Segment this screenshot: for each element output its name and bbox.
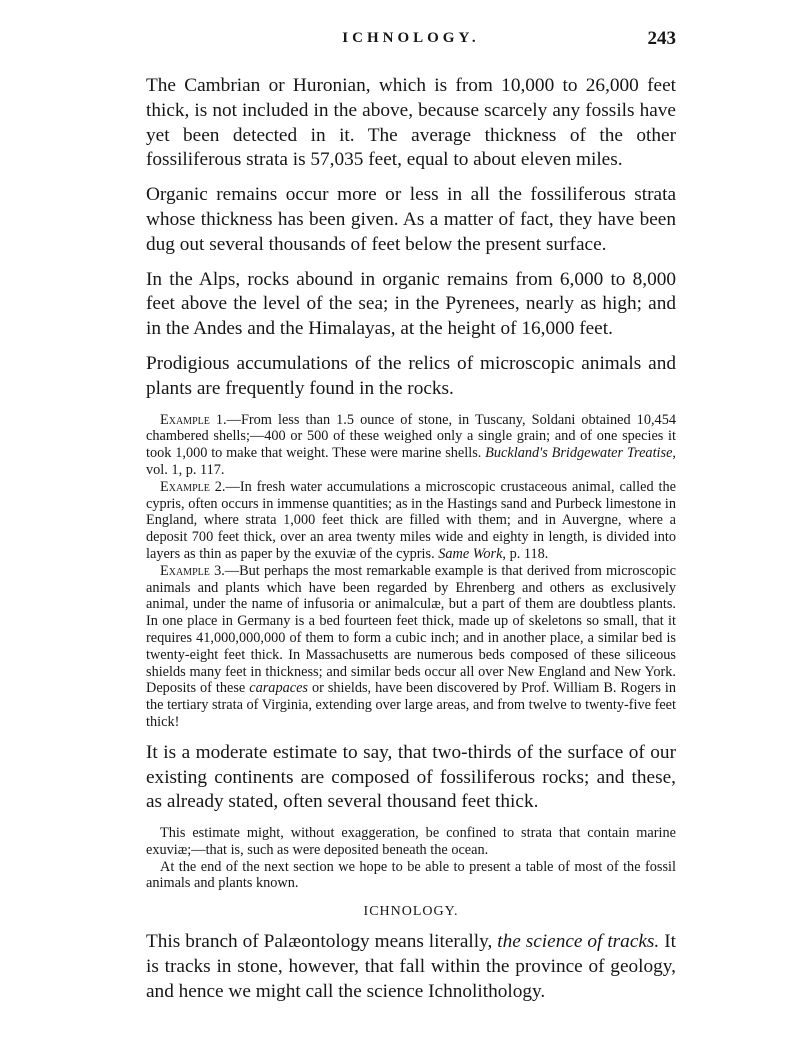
example-citation: Same Work	[438, 545, 503, 562]
example-1	[146, 412, 676, 479]
example-italic: carapaces	[249, 680, 308, 697]
paragraph-cambrian: The Cambrian or Huronian, which is from 10,000 to 26,000 feet thick, is not included in the above, because scarcely any fossils have yet been detected in it. The average thickness of the other fossiliferous strata is 57,035 feet, equal to about eleven miles.	[146, 75, 676, 171]
paragraph-moderate-estimate: It is a moderate estimate to say, that two-thirds of the surface of our existing continents are composed of fossiliferous rocks; and these, as already stated, often several thousand feet thick.	[146, 741, 676, 813]
paragraph-text-after: It is tracks in stone, however, that fall within the province of geology, and hence we might call the science Ichnolithology.	[146, 931, 676, 1002]
page-header	[146, 30, 676, 54]
example-citation: Buckland's Bridgewater Treatise	[485, 445, 673, 462]
paragraph-italic: the science of tracks.	[497, 931, 660, 953]
page-body	[146, 74, 676, 1005]
running-title: ICHNOLOGY.	[342, 30, 480, 46]
example-label: Example 3.	[160, 562, 225, 579]
examples-block	[146, 412, 676, 731]
section-heading: ICHNOLOGY.	[363, 904, 459, 920]
paragraph-text: This branch of Palæontology means literally,	[146, 931, 498, 953]
notes-block	[146, 825, 676, 892]
example-text: —In fresh water accumulations a microscopic crustaceous animal, called the cypris, often occurs in immense quantities; as in the Hastings sand and Purbeck limestone in England, where strata 1,000 feet thick are filled with them; and in Auvergne, where a deposit 700 feet thick, over an area twenty miles wide and eighty in length, is divided into layers as thin as paper by the exuviæ of the cypris.	[146, 478, 676, 562]
paragraph-alps: In the Alps, rocks abound in organic remains from 6,000 to 8,000 feet above the level of the sea; in the Pyrenees, nearly as high; and in the Andes and the Himalayas, at the height of 16,000 feet.	[146, 268, 676, 340]
paragraph-organic-remains: Organic remains occur more or less in all the fossiliferous strata whose thickness has been given. As a matter of fact, they have been dug out several thousands of feet below the present surface.	[146, 184, 676, 255]
example-2	[146, 479, 676, 563]
example-3	[146, 563, 676, 731]
example-text: —From less than 1.5 ounce of stone, in Tuscany, Soldani obtained 10,454 chambered shells;—400 or 500 of these weighed only a single grain; and of one species it took 1,000 to make that weight. These were marine shells.	[146, 411, 676, 462]
paragraph-prodigious: Prodigious accumulations of the relics of microscopic animals and plants are frequently found in the rocks.	[146, 352, 676, 399]
example-citation-tail: , vol. 1, p. 117.	[146, 445, 676, 478]
paragraph-ichnology	[146, 930, 676, 1004]
example-text: —But perhaps the most remarkable example is that derived from microscopic animals and plants which have been regarded by Ehrenberg and others as exclusively animal, under the name of infusoria or animalculæ, but a part of them are doubtless plants. In one place in Germany is a bed fourteen feet thick, made up of skeletons so small, that it requires 41,000,000,000 of them to form a cubic inch; and in another place, a similar bed is twenty-eight feet thick. In Massachusetts are numerous beds composed of these siliceous shields many feet in thickness; and similar beds occur all over New England and New York. Deposits of these	[146, 562, 676, 697]
example-label: Example 1.	[160, 411, 227, 428]
page-number: 243	[647, 28, 676, 49]
note-next-section: At the end of the next section we hope to be able to present a table of most of the fossil animals and plants known.	[146, 858, 676, 892]
note-estimate: This estimate might, without exaggeration, be confined to strata that contain marine exuviæ;—that is, such as were deposited beneath the ocean.	[146, 825, 676, 858]
example-citation-tail: , p. 118.	[502, 545, 549, 562]
example-label: Example 2.	[160, 478, 226, 495]
example-text-after: or shields, have been discovered by Prof. William B. Rogers in the tertiary strata of Virginia, extending over large areas, and from twelve to twenty-five feet thick!	[146, 680, 676, 730]
